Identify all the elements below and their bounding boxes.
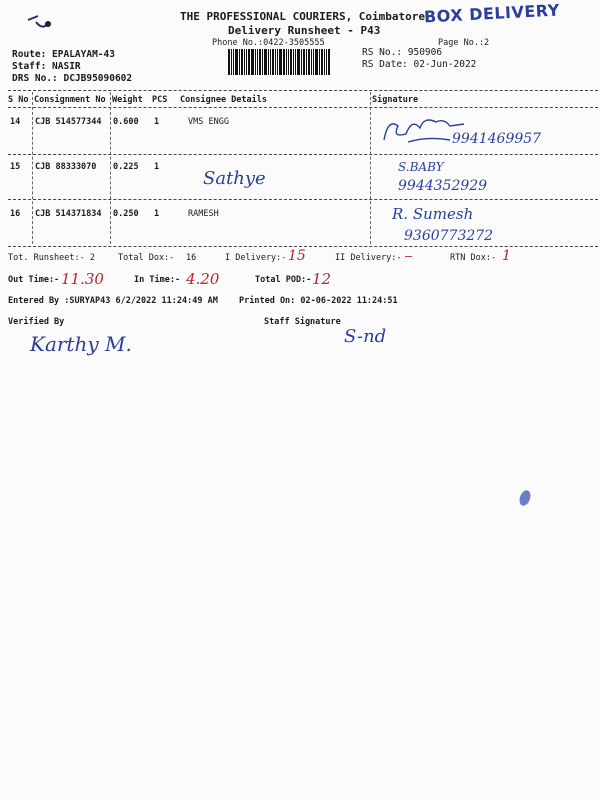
entered-by: Entered By :SURYAP43 6/2/2022 11:24:49 AM: [8, 296, 218, 306]
row-consignment: CJB 88333070: [35, 162, 97, 172]
rtn-dox-value: 1: [502, 248, 511, 264]
row-sno: 15: [10, 162, 21, 172]
column-separator: [32, 92, 33, 244]
out-time-label: Out Time:-: [8, 275, 60, 285]
printed-on: Printed On: 02-06-2022 11:24:51: [239, 296, 398, 306]
total-dox-label: Total Dox:-: [118, 253, 175, 263]
page-number: Page No.:2: [438, 38, 490, 48]
column-separator: [370, 92, 371, 244]
row-pcs: 1: [154, 209, 160, 219]
col-header-sno: S No: [8, 95, 29, 105]
verified-signature: Karthy M.: [30, 332, 132, 356]
in-time-value: 4.20: [186, 270, 220, 288]
company-name: THE PROFESSIONAL COURIERS, Coimbatore: [180, 10, 426, 23]
divider: [8, 199, 598, 200]
box-delivery-stamp: BOX DELIVERY: [423, 0, 561, 27]
row-sno: 14: [10, 117, 21, 127]
staff-signature-label: Staff Signature: [264, 317, 341, 327]
signature-name: S.BABY: [398, 160, 444, 174]
row-pcs: 1: [154, 117, 160, 127]
signature-phone: 9944352929: [398, 178, 488, 194]
column-separator: [110, 92, 111, 244]
row-weight: 0.225: [113, 162, 139, 172]
phone-number: Phone No.:0422-3505555: [212, 38, 325, 48]
row-consignee: VMS ENGG: [188, 117, 229, 127]
barcode: [228, 49, 346, 75]
staff-signature: S-nd: [344, 326, 387, 347]
divider: [8, 90, 598, 91]
col-header-signature: Signature: [372, 95, 419, 105]
verified-by-label: Verified By: [8, 317, 65, 327]
col-header-consignee: Consignee Details: [180, 95, 267, 105]
total-dox-value: 16: [186, 253, 197, 263]
row-sno: 16: [10, 209, 21, 219]
in-time-label: In Time:-: [134, 275, 181, 285]
divider: [8, 246, 598, 247]
row-pcs: 1: [154, 162, 160, 172]
route: Route: EPALAYAM-43: [12, 49, 115, 60]
divider: [8, 154, 598, 155]
row-consignment: CJB 514577344: [35, 117, 102, 127]
rtn-dox-label: RTN Dox:-: [450, 253, 497, 263]
signature-phone: 9941469957: [452, 131, 542, 147]
pen-mark: [26, 12, 52, 34]
row-weight: 0.250: [113, 209, 139, 219]
i-delivery-value: 15: [288, 248, 306, 264]
rs-number: RS No.: 950906: [362, 47, 443, 58]
col-header-pcs: PCS: [152, 95, 168, 105]
out-time-value: 11.30: [61, 270, 104, 288]
divider: [8, 107, 598, 108]
col-header-weight: Weight: [112, 95, 143, 105]
i-delivery-label: I Delivery:-: [225, 253, 287, 263]
col-header-consignment: Consignment No: [34, 95, 106, 105]
consignee-handwriting: Sathye: [203, 168, 266, 189]
signature-phone: 9360773272: [404, 228, 494, 244]
ii-delivery-label: II Delivery:-: [335, 253, 402, 263]
ink-blot: [517, 488, 533, 512]
rs-date: RS Date: 02-Jun-2022: [362, 59, 477, 70]
runsheet-title: Delivery Runsheet - P43: [228, 24, 381, 37]
tot-runsheet: Tot. Runsheet:- 2: [8, 253, 95, 263]
row-consignment: CJB 514371834: [35, 209, 102, 219]
row-consignee: RAMESH: [188, 209, 219, 219]
ii-delivery-value: —: [405, 249, 413, 263]
signature-name: R. Sumesh: [392, 205, 474, 223]
row-weight: 0.600: [113, 117, 139, 127]
total-pod-value: 12: [312, 270, 332, 288]
staff: Staff: NASIR: [12, 61, 81, 72]
drs-number: DRS No.: DCJB95090602: [12, 73, 133, 84]
total-pod-label: Total POD:-: [255, 275, 312, 285]
